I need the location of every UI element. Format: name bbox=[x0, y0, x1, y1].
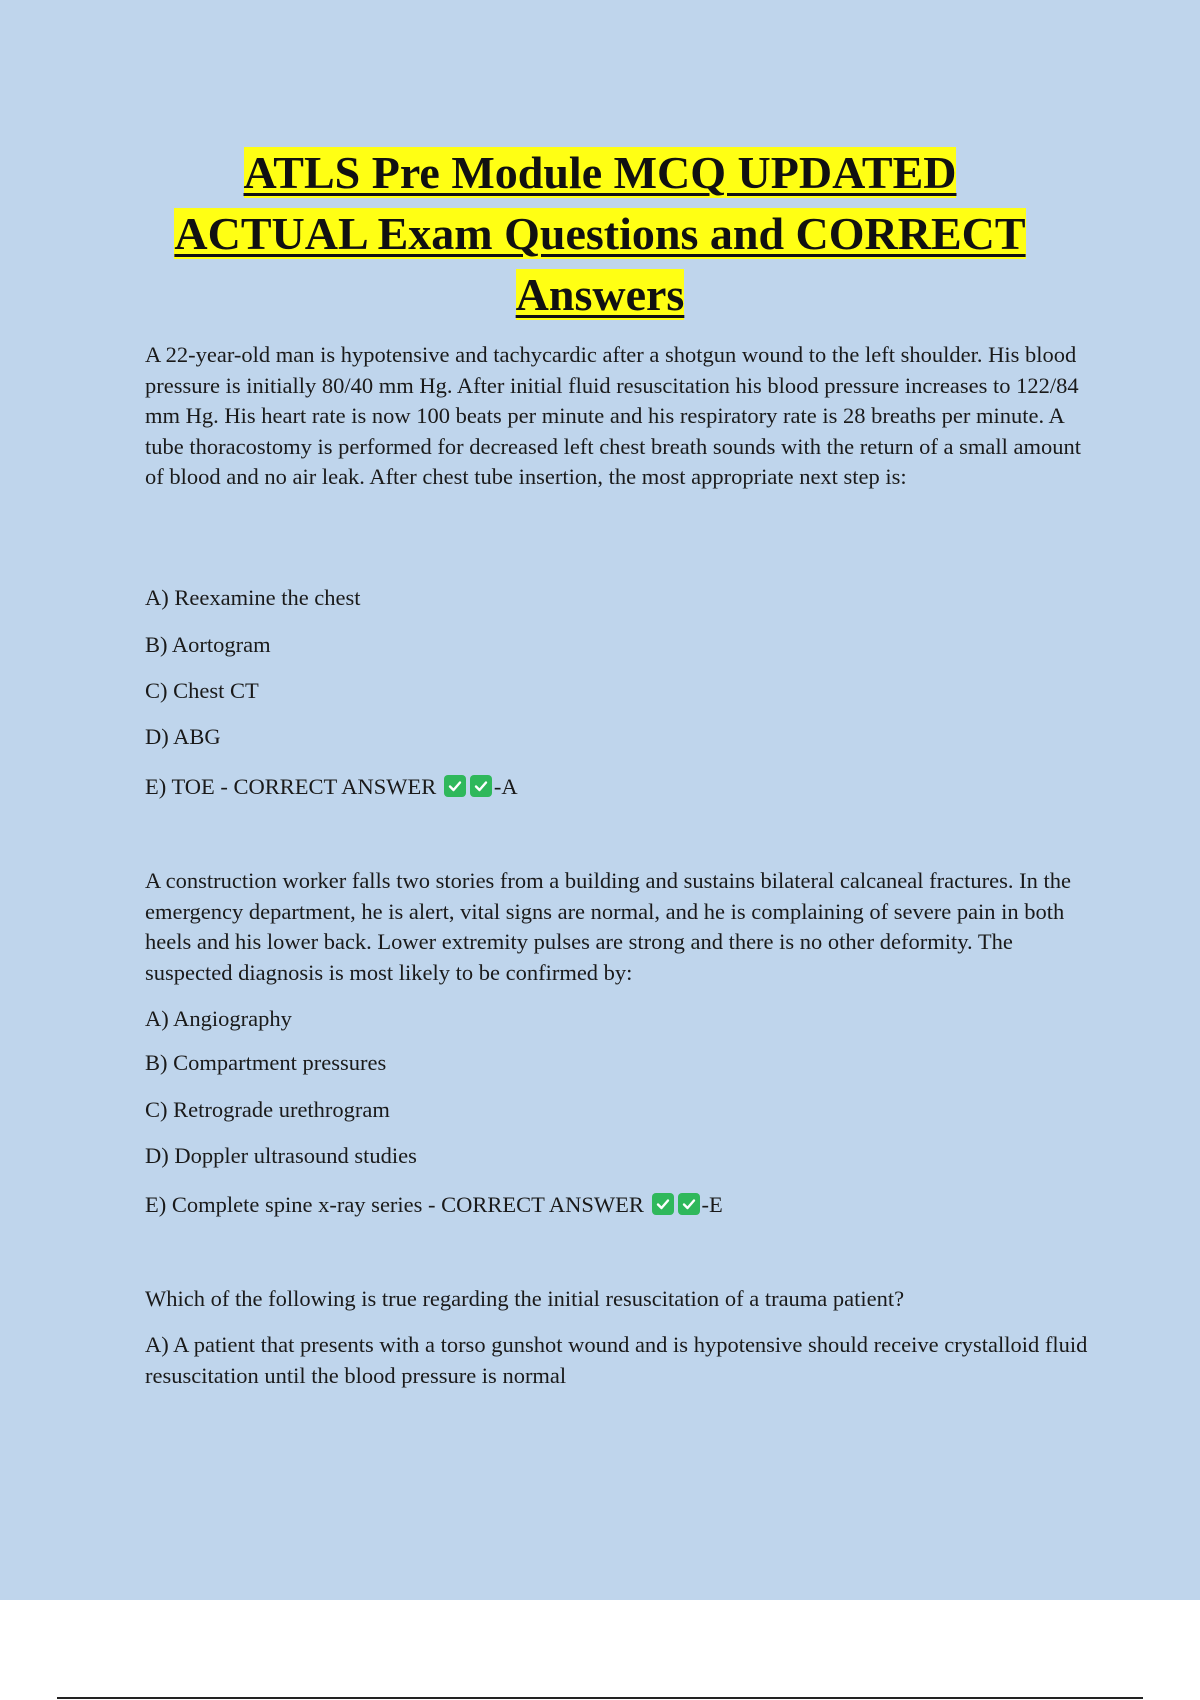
title-line-1: ATLS Pre Module MCQ UPDATED bbox=[243, 147, 957, 198]
question-1-option-e-text: E) TOE - CORRECT ANSWER bbox=[145, 774, 437, 799]
check-mark-icon bbox=[678, 1193, 700, 1215]
question-1-option-a: A) Reexamine the chest bbox=[145, 585, 361, 610]
title-line-3: Answers bbox=[515, 269, 685, 320]
question-2-answer: -E bbox=[701, 1192, 723, 1217]
question-3-option-a: A) A patient that presents with a torso gunshot wound and is hypotensive should receive crystalloid fluid resuscitation until the blood pressure is normal bbox=[145, 1332, 1088, 1388]
question-2-option-d: D) Doppler ultrasound studies bbox=[145, 1143, 417, 1168]
check-mark-icon bbox=[444, 775, 466, 797]
footer-divider bbox=[57, 1697, 1143, 1699]
question-2-option-c: C) Retrograde urethrogram bbox=[145, 1097, 390, 1122]
question-1-option-b: B) Aortogram bbox=[145, 632, 271, 657]
question-1-option-d: D) ABG bbox=[145, 724, 221, 749]
question-2-option-b: B) Compartment pressures bbox=[145, 1050, 387, 1075]
question-1-option-c: C) Chest CT bbox=[145, 678, 259, 703]
question-3-stem: Which of the following is true regarding the initial resuscitation of a trauma patient? bbox=[145, 1286, 905, 1311]
title-line-2: ACTUAL Exam Questions and CORRECT bbox=[174, 208, 1026, 259]
question-1-option-e bbox=[145, 772, 518, 802]
question-2-option-e-text: E) Complete spine x-ray series - CORRECT ANSWER bbox=[145, 1192, 644, 1217]
document-title bbox=[120, 142, 1080, 325]
question-2-option-a: A) Angiography bbox=[145, 1006, 292, 1031]
question-2-option-e bbox=[145, 1190, 723, 1220]
question-2-stem: A construction worker falls two stories from a building and sustains bilateral calcaneal fractures. In the emergency department, he is alert, vital signs are normal, and he is complaining of severe pain in both heels and his lower back. Lower extremity pulses are strong and there is no other deformity. The suspected diagnosis is most likely to be confirmed by: bbox=[145, 868, 1071, 985]
question-1-stem: A 22-year-old man is hypotensive and tachycardic after a shotgun wound to the left shoulder. His blood pressure is initially 80/40 mm Hg. After initial fluid resuscitation his blood pressure increases to 122/84 mm Hg. His heart rate is now 100 beats per minute and his respiratory rate is 28 breaths per minute. A tube thoracostomy is performed for decreased left chest breath sounds with the return of a small amount of blood and no air leak. After chest tube insertion, the most appropriate next step is: bbox=[145, 342, 1081, 489]
check-mark-icon bbox=[470, 775, 492, 797]
question-1-answer: -A bbox=[493, 774, 518, 799]
check-mark-icon bbox=[652, 1193, 674, 1215]
